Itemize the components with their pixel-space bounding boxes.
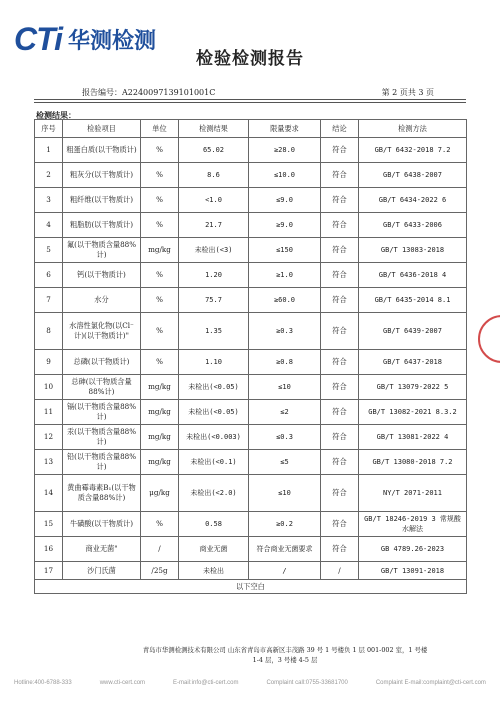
cell-item: 铅(以干物质含量88%计) (63, 450, 141, 475)
cell-unit: /25g (141, 562, 179, 580)
cell-unit: mg/kg (141, 375, 179, 400)
cell-result: 未检出(<0.1) (179, 450, 249, 475)
cell-no: 2 (35, 163, 63, 188)
contact-bar (0, 680, 500, 686)
table-row (35, 512, 467, 537)
table-row (35, 400, 467, 425)
cell-result: 21.7 (179, 213, 249, 238)
cell-result: 65.02 (179, 138, 249, 163)
header-divider-2 (34, 102, 466, 103)
cell-item: 钙(以干物质计) (63, 263, 141, 288)
cell-conclusion: / (321, 562, 359, 580)
cell-item: 总砷(以干物质含量88%计) (63, 375, 141, 400)
cell-conclusion: 符合 (321, 425, 359, 450)
cell-no: 5 (35, 238, 63, 263)
cell-item: 粗纤维(以干物质计) (63, 188, 141, 213)
header-item: 检验项目 (63, 120, 141, 138)
section-label: 检测结果： (36, 110, 76, 120)
cell-method: GB/T 13091-2018 (359, 562, 467, 580)
cell-unit: % (141, 313, 179, 350)
cell-no: 16 (35, 537, 63, 562)
cell-conclusion: 符合 (321, 238, 359, 263)
cell-unit: % (141, 138, 179, 163)
header-limit: 限量要求 (249, 120, 321, 138)
hotline: Hotline:400-6788-333 (13, 680, 72, 686)
cell-result: 1.20 (179, 263, 249, 288)
cell-limit: ≤10 (249, 375, 321, 400)
cell-unit: mg/kg (141, 450, 179, 475)
cell-item: 粗灰分(以干物质计) (63, 163, 141, 188)
cell-limit: ≤2 (249, 400, 321, 425)
logo-cn-text: 华测检测 (67, 28, 156, 54)
cell-limit: ≤10 (249, 475, 321, 512)
document-title: 检验检测报告 (196, 49, 304, 69)
cell-limit: ≤0.3 (249, 425, 321, 450)
cell-method: GB/T 13083-2018 (359, 238, 467, 263)
cell-conclusion: 符合 (321, 350, 359, 375)
table-row (35, 213, 467, 238)
table-row (35, 350, 467, 375)
cell-limit: ≤9.0 (249, 188, 321, 213)
cell-result: 未检出(<0.05) (179, 400, 249, 425)
cell-item: 商业无菌" (63, 537, 141, 562)
cell-no: 14 (35, 475, 63, 512)
cell-item: 牛磺酸(以干物质计) (63, 512, 141, 537)
cell-unit: % (141, 188, 179, 213)
cell-limit: ≥0.3 (249, 313, 321, 350)
table-row (35, 163, 467, 188)
cell-no: 11 (35, 400, 63, 425)
header-conclusion: 结论 (321, 120, 359, 138)
cell-item: 沙门氏菌 (63, 562, 141, 580)
cell-no: 1 (35, 138, 63, 163)
cell-unit: % (141, 263, 179, 288)
cell-no: 10 (35, 375, 63, 400)
table-row (35, 313, 467, 350)
cell-conclusion: 符合 (321, 537, 359, 562)
cell-item: 汞(以干物质含量88%计) (63, 425, 141, 450)
cell-result: 未检出 (179, 562, 249, 580)
cell-no: 9 (35, 350, 63, 375)
cell-result: 未检出(<2.0) (179, 475, 249, 512)
cell-item: 总磷(以干物质计) (63, 350, 141, 375)
cell-conclusion: 符合 (321, 450, 359, 475)
cell-result: 未检出(<3) (179, 238, 249, 263)
cell-method: GB/T 13082-2021 8.3.2 (359, 400, 467, 425)
report-number-label: 报告编号： (82, 88, 122, 97)
cell-unit: mg/kg (141, 425, 179, 450)
cell-result: 商业无菌 (179, 537, 249, 562)
table-row (35, 138, 467, 163)
cell-conclusion: 符合 (321, 512, 359, 537)
cell-conclusion: 符合 (321, 263, 359, 288)
cell-method: GB/T 6434-2022 6 (359, 188, 467, 213)
table-row (35, 475, 467, 512)
cell-no: 8 (35, 313, 63, 350)
table-row (35, 425, 467, 450)
cell-result: 1.35 (179, 313, 249, 350)
complaint-email: Complaint E-mail:complaint@cti-cert.com (375, 680, 486, 686)
cell-item: 水分 (63, 288, 141, 313)
table-row (35, 537, 467, 562)
cell-limit: ≥60.0 (249, 288, 321, 313)
cell-method: GB/T 6436-2018 4 (359, 263, 467, 288)
table-row (35, 375, 467, 400)
table-row (35, 288, 467, 313)
cell-limit: ≤10.0 (249, 163, 321, 188)
results-table (34, 119, 467, 594)
cell-method: GB 4789.26-2023 (359, 537, 467, 562)
table-footer-row (35, 580, 467, 594)
cell-result: 0.58 (179, 512, 249, 537)
website: www.cti-cert.com (99, 680, 146, 686)
cell-conclusion: 符合 (321, 375, 359, 400)
cell-method: GB/T 6433-2006 (359, 213, 467, 238)
cell-no: 12 (35, 425, 63, 450)
cell-method: GB/T 13081-2022 4 (359, 425, 467, 450)
cell-item: 黄曲霉毒素B₁(以干物质含量88%计) (63, 475, 141, 512)
footer-address: 青岛市华测检测技术有限公司 山东省青岛市高新区丰茂路 39 号 1 号楼负 1 层 001-002 室，1 号楼 1-4 层，3 号楼 4-5 层 (142, 646, 428, 664)
cell-conclusion: 符合 (321, 288, 359, 313)
report-number-value: A2240097139101001C (122, 88, 216, 97)
cell-method: GB/T 6437-2018 (359, 350, 467, 375)
cell-conclusion: 符合 (321, 138, 359, 163)
cell-method: GB/T 6435-2014 8.1 (359, 288, 467, 313)
cell-result: <1.0 (179, 188, 249, 213)
table-row (35, 238, 467, 263)
cell-method: GB/T 6432-2018 7.2 (359, 138, 467, 163)
header-method: 检测方法 (359, 120, 467, 138)
table-row (35, 263, 467, 288)
cell-conclusion: 符合 (321, 400, 359, 425)
cell-item: 粗脂肪(以干物质计) (63, 213, 141, 238)
cell-no: 3 (35, 188, 63, 213)
cell-method: GB/T 6439-2007 (359, 313, 467, 350)
header-divider (34, 99, 466, 100)
cell-limit: ≤150 (249, 238, 321, 263)
cell-conclusion: 符合 (321, 188, 359, 213)
cell-conclusion: 符合 (321, 163, 359, 188)
cell-no: 13 (35, 450, 63, 475)
cell-conclusion: 符合 (321, 475, 359, 512)
table-row (35, 450, 467, 475)
cell-method: GB/T 18246-2019 3 常规酸水解法 (359, 512, 467, 537)
cell-method: NY/T 2071-2011 (359, 475, 467, 512)
header-result: 检测结果 (179, 120, 249, 138)
cell-no: 17 (35, 562, 63, 580)
cell-no: 7 (35, 288, 63, 313)
cell-limit: ≥28.0 (249, 138, 321, 163)
header-no: 序号 (35, 120, 63, 138)
cell-unit: μg/kg (141, 475, 179, 512)
cell-unit: % (141, 350, 179, 375)
table-row (35, 562, 467, 580)
cell-no: 15 (35, 512, 63, 537)
cell-unit: % (141, 288, 179, 313)
cell-unit: mg/kg (141, 238, 179, 263)
cell-unit: % (141, 512, 179, 537)
cell-item: 氟(以干物质含量88%计) (63, 238, 141, 263)
cell-result: 未检出(<0.05) (179, 375, 249, 400)
cell-method: GB/T 6438-2007 (359, 163, 467, 188)
cell-item: 镉(以干物质含量88%计) (63, 400, 141, 425)
complaint-call: Complaint call:0755-33681700 (266, 680, 348, 686)
report-number (82, 87, 215, 98)
cell-result: 75.7 (179, 288, 249, 313)
cell-item: 粗蛋白质(以干物质计) (63, 138, 141, 163)
page-info: 第 2 页共 3 页 (381, 88, 434, 97)
table-row (35, 188, 467, 213)
blank-below-note: 以下空白 (35, 580, 467, 594)
cell-limit: ≤5 (249, 450, 321, 475)
cell-conclusion: 符合 (321, 313, 359, 350)
header-unit: 单位 (141, 120, 179, 138)
cell-no: 4 (35, 213, 63, 238)
cell-limit: ≥9.0 (249, 213, 321, 238)
cell-result: 8.6 (179, 163, 249, 188)
cell-limit: ≥1.0 (249, 263, 321, 288)
cell-limit: ≥0.2 (249, 512, 321, 537)
email: E-mail:info@cti-cert.com (173, 680, 239, 686)
cell-unit: / (141, 537, 179, 562)
cell-limit: ≥0.8 (249, 350, 321, 375)
table-header-row (35, 120, 467, 138)
cell-result: 未检出(<0.003) (179, 425, 249, 450)
logo-text: CTi (14, 20, 62, 57)
cell-unit: % (141, 213, 179, 238)
cell-unit: mg/kg (141, 400, 179, 425)
cell-limit: 符合商业无菌要求 (249, 537, 321, 562)
cell-method: GB/T 13079-2022 5 (359, 375, 467, 400)
cell-unit: % (141, 163, 179, 188)
cell-conclusion: 符合 (321, 213, 359, 238)
cell-item: 水溶性氯化物(以Cl⁻计)(以干物质计)" (63, 313, 141, 350)
cell-result: 1.10 (179, 350, 249, 375)
cell-method: GB/T 13080-2018 7.2 (359, 450, 467, 475)
cell-limit: / (249, 562, 321, 580)
cell-no: 6 (35, 263, 63, 288)
stamp-seal (478, 315, 500, 363)
